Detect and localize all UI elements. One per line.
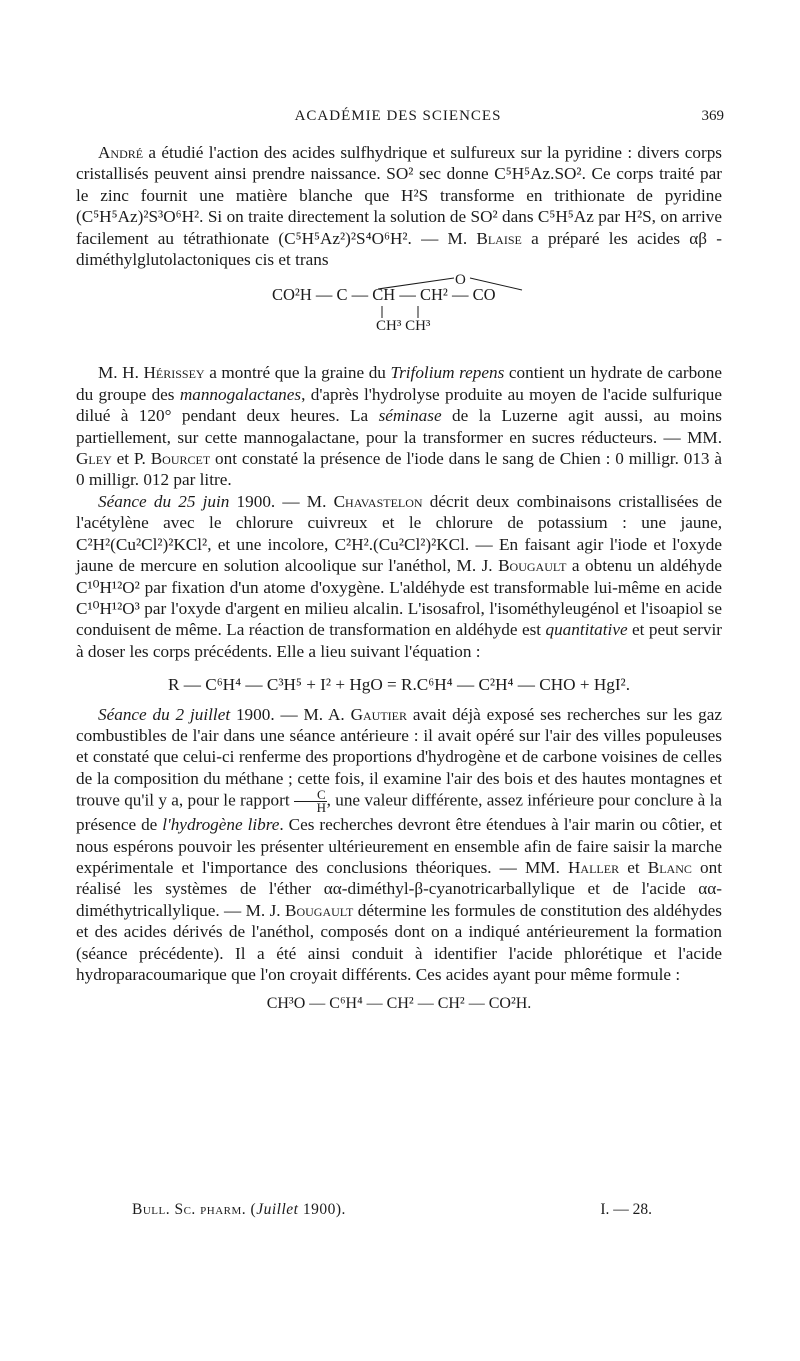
equation: R — C⁶H⁴ — C³H⁵ + I² + HgO = R.C⁶H⁴ — C²H⁴ — CHO + HgI².	[167, 675, 631, 695]
ratio-fraction: $\frac{C}{H}$	[294, 789, 327, 814]
formula-main-chain: CO²H — C — CH — CH² — CO	[272, 285, 496, 305]
body-text	[76, 142, 722, 1015]
page-number: 369	[701, 108, 724, 124]
running-header	[72, 108, 724, 132]
paragraph-seance-25-juin: Séance du 25 juin 1900. — M. Chavastelon décrit deux combinaisons cristallisées de l'acétylène avec le chlorure cuivreux et le chlorure de potassium : une jaune, C²H²(Cu²Cl²)²KCl², et une incolore, C²H².(Cu²Cl²)²KCl. — En faisant agir l'iode et l'oxyde jaune de mercure en solution alcoolique sur l'anéthol, M. J. Bougault a obtenu un aldéhyde C¹⁰H¹²O² par fixation d'un atome d'oxygène. L'aldéhyde est transformable lui-même en acide C¹⁰H¹²O³ par l'oxyde d'argent en milieu alcalin. L'isosafrol, l'isométhyleugénol et l'isoapiol se conduisent de même. La réaction de transformation en aldéhyde est quantitative et peut servir à doser les corps précédents. Elle a lieu suivant l'équation :	[76, 491, 722, 661]
author-blaise: Blaise	[476, 228, 522, 248]
paragraph-seance-2-juillet: Séance du 2 juillet 1900. — M. A. Gautier avait déjà exposé ses recherches sur les gaz combustibles de l'air dans une séance antérieure : il avait opéré sur l'air des villes populeuses et constaté que celui-ci renferme des proportions d'hydrogène et de carbone voisines de celles de la composition du méthane ; cette fois, il examine l'air des bois et des hautes montagnes et trouve qu'il y a, pour le rapport $\frac{C}{H}$ , une valeur différente, assez inférieure pour conclure à la présence de l'hydrogène libre. Ces recherches devront être étendues à l'air marin ou côtier, et nous espérons pouvoir les présenter ultérieurement en ensemble afin de faire saisir la marche expérimentale et l'importance des conclusions théoriques. — MM. Haller et Blanc ont réalisé les systèmes de l'éther αα-diméthyl-β-cyanotricarballylique et de l'acide αα-diméthytricallylique. — M. J. Bougault détermine les formules de constitution des aldéhydes et des acides dérivés de l'anéthol, composés dont on a indiqué antérieurement la formation (séance précédente). Il a été ainsi conduit à identifier l'acide phlorétique et l'acide hydroparacoumarique que l'on croyait différents. Ces acides ayant pour même formule :	[76, 704, 723, 984]
author-blanc: Blanc	[647, 857, 692, 877]
author-gley: Gley	[76, 449, 112, 469]
author-bougault: Bougault	[498, 556, 567, 576]
formula-substituents: CH³ CH³	[376, 318, 431, 335]
author-gautier: Gautier	[350, 704, 407, 724]
footer-source: Bull. Sc. pharm. (Juillet 1900).	[132, 1201, 346, 1218]
italic-seminase: séminase	[378, 406, 442, 426]
structural-formula	[76, 272, 722, 356]
bridge-oxygen: O	[455, 272, 466, 289]
italic-trifolium: Trifolium repens	[390, 363, 505, 383]
footer-sheet-number: I. — 28.	[600, 1201, 652, 1218]
header-title: ACADÉMIE DES SCIENCES	[294, 108, 502, 124]
paragraph-herissey: M. H. Hérissey a montré que la graine du Trifolium repens contient un hydrate de carbone du groupe des mannogalactanes, d'après l'hydrolyse produite au moyen de l'acide sulfurique dilué à 120° pendant deux heures. La séminase de la Luzerne agit aussi, au moins partiellement, sur cette mannogalactane, pour la transformer en sucres réducteurs. — MM. Gley et P. Bourcet ont constaté la présence de l'iode dans le sang de Chien : 0 milligr. 013 à 0 milligr. 012 par litre.	[76, 363, 722, 490]
author-bourcet: Bourcet	[150, 449, 211, 469]
author-haller: Haller	[568, 857, 620, 877]
author-andre: André	[98, 143, 144, 162]
paragraph-andre: André a étudié l'action des acides sulfhydrique et sulfureux sur la pyridine : divers corps cristallisés peuvent ainsi prendre naissance. SO² sec donne C⁵H⁵Az.SO². Ce corps traité par le zinc fournit une matière blanche que H²S transforme en trithionate de pyridine (C⁵H⁵Az)²S³O⁶H². Si on traite directement la solution de SO² dans C⁵H⁵Az par H²S, on arrive facilement au tétrathionate (C⁵H⁵Az²)²S⁴O⁶H². — M. Blaise a préparé les acides αβ - diméthylglutolactoniques cis et trans	[76, 143, 722, 270]
session-date: Séance du 25 juin	[98, 491, 230, 511]
italic-mannogalactanes: mannogalactanes	[179, 384, 302, 404]
final-formula: CH³O — C⁶H⁴ — CH² — CH² — CO²H.	[266, 995, 532, 1013]
italic-hydrogene-libre: l'hydrogène libre	[162, 815, 280, 835]
author-chavastelon: Chavastelon	[333, 491, 423, 511]
author-bougault: Bougault	[284, 900, 354, 920]
author-herissey: Hérissey	[143, 363, 205, 383]
session-date: Séance du 2 juillet	[98, 704, 231, 724]
italic-quantitative: quantitative	[545, 620, 628, 640]
